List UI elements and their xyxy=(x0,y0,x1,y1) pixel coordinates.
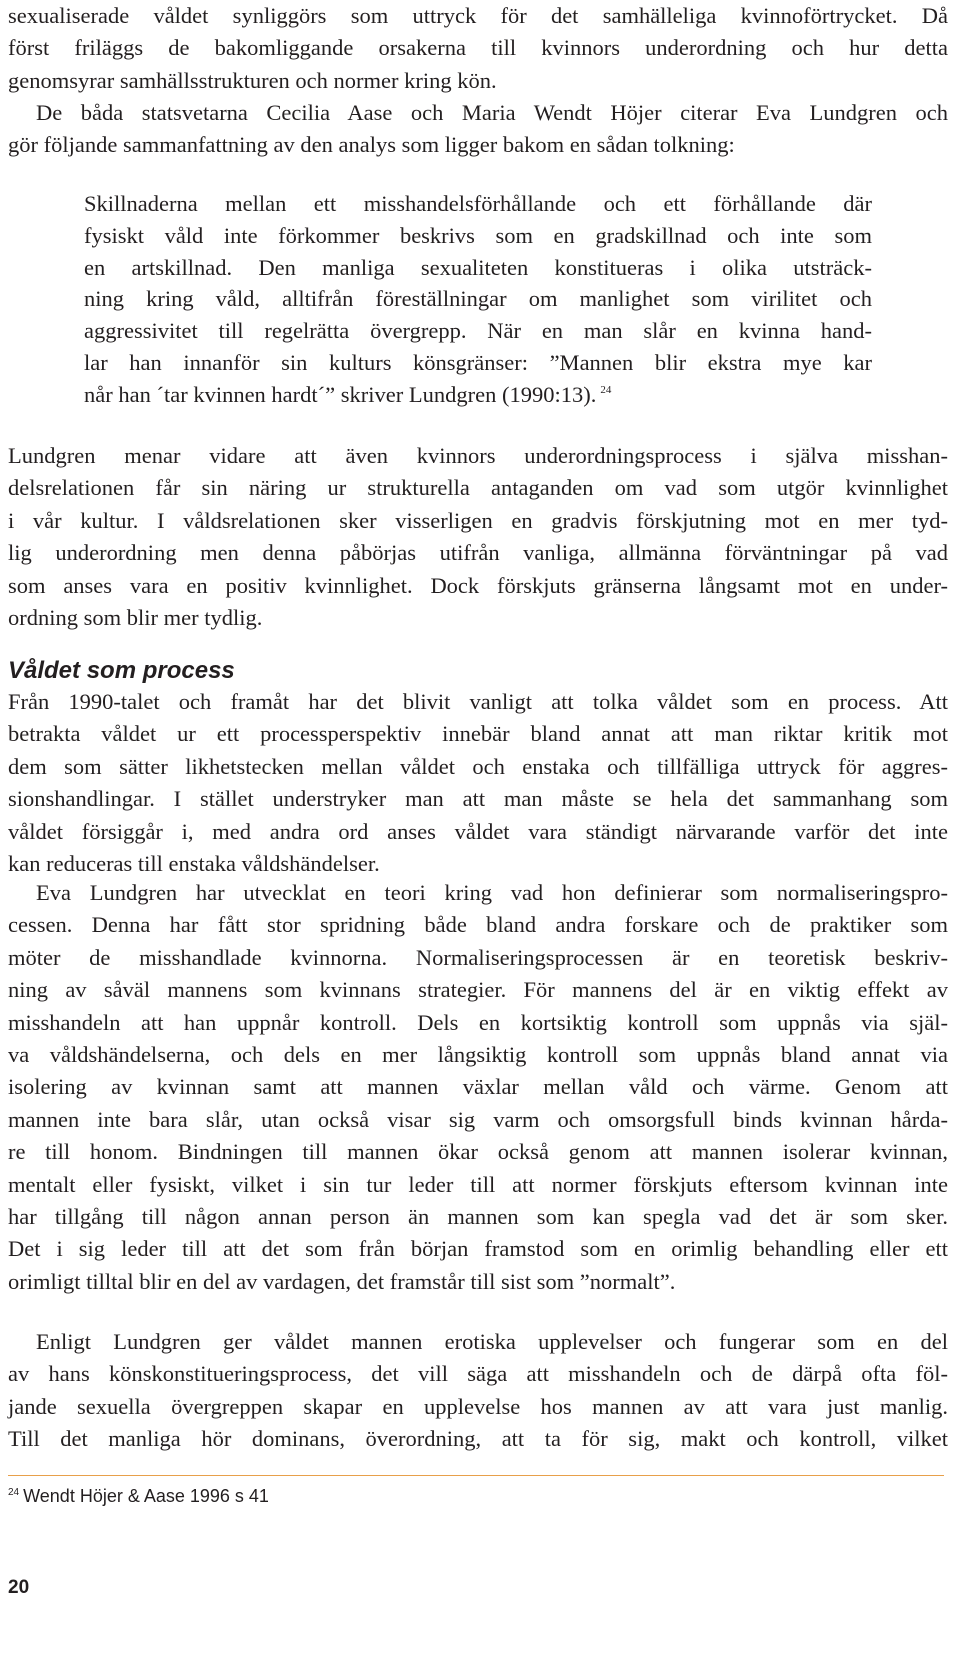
text-line: sexualiserade våldet synliggörs som uttryck för det samhälleliga kvinnoförtrycket. Då xyxy=(8,3,948,28)
footnote xyxy=(8,1484,269,1508)
quote-line: fysiskt våld inte förkommer beskrivs som en gradskillnad och inte som xyxy=(84,222,872,248)
text-line: först friläggs de bakomliggande orsakerna till kvinnors underordning och hur detta xyxy=(8,35,948,61)
paragraph-2 xyxy=(8,97,948,162)
quote-line-last xyxy=(84,379,872,411)
footnote-reference: 24 xyxy=(600,384,612,397)
text-line: lig underordning men denna påbörjas utifrån vanliga, allmänna förväntningar på vad xyxy=(8,540,948,566)
text-line: re till honom. Bindningen till mannen ökar också genom att mannen isolerar kvinnan, xyxy=(8,1139,948,1165)
text-line: mannen inte bara slår, utan också visar sig varm och omsorgsfull binds kvinnan hårda- xyxy=(8,1106,948,1132)
text-line: delsrelationen får sin näring ur strukturella antaganden om vad som utgör kvinnlighet xyxy=(8,475,948,501)
text-line: kan reduceras till enstaka våldshändelser. xyxy=(8,851,380,877)
text-line: genomsyrar samhällsstrukturen och normer kring kön. xyxy=(8,67,497,93)
text-line: isolering av kvinnan samt att mannen växlar mellan våld och värme. Genom att xyxy=(8,1074,948,1100)
section-heading: Våldet som process xyxy=(8,657,235,684)
footnote-divider xyxy=(8,1475,944,1476)
text-line: jande sexuella övergreppen skapar en upplevelse hos mannen av att vara just manlig. xyxy=(8,1393,948,1419)
text-line: våldet försiggår i, med andra ord anses våldet vara ständigt närvarande varför det inte xyxy=(8,818,948,844)
text-line: Till det manliga hör dominans, överordning, att ta för sig, makt och kontroll, vilket xyxy=(8,1426,948,1452)
text-line: sionshandlingar. I stället understryker man att man måste se hela det sammanhang som xyxy=(8,786,948,812)
paragraph-3 xyxy=(8,440,948,634)
footnote-text: Wendt Höjer & Aase 1996 s 41 xyxy=(23,1486,269,1506)
text-line: Lundgren menar vidare att även kvinnors underordningsprocess i själva misshan- xyxy=(8,443,948,468)
text-line: betrakta våldet ur ett processperspektiv innebär bland annat att man riktar kritik mot xyxy=(8,721,948,747)
text-line: cessen. Denna har fått stor spridning både bland andra forskare och de praktiker som xyxy=(8,912,948,938)
text-line: ordning som blir mer tydlig. xyxy=(8,605,263,631)
quote-line: en artskillnad. Den manliga sexualiteten konstitueras i olika utsträck- xyxy=(84,254,872,280)
text-line: i vår kultur. I våldsrelationen sker visserligen en gradvis förskjutning mot en mer tyd- xyxy=(8,507,948,533)
text-line: misshandeln att han uppnår kontroll. Dels en kortsiktig kontroll som uppnås via själ- xyxy=(8,1009,948,1035)
text-line: Enligt Lundgren ger våldet mannen erotiska upplevelser och fungerar som en del xyxy=(36,1329,948,1354)
footnote-number: 24 xyxy=(8,1487,20,1498)
text-line: har tillgång till någon annan person än mannen som kan spegla vad det är som sker. xyxy=(8,1204,948,1230)
paragraph-6 xyxy=(8,1326,948,1456)
text-line: mentalt eller fysiskt, vilket i sin tur leder till att normer förskjuts eftersom kvinnan inte xyxy=(8,1171,948,1197)
text-line: gör följande sammanfattning av den analys som ligger bakom en sådan tolkning: xyxy=(8,132,735,158)
quote-line: lar han innanför sin kulturs könsgränser: ”Mannen blir ekstra mye kar xyxy=(84,349,872,375)
text-line: De båda statsvetarna Cecilia Aase och Maria Wendt Höjer citerar Eva Lundgren och xyxy=(36,100,948,125)
text-line: som anses vara en positiv kvinnlighet. Dock förskjuts gränserna långsamt mot en under- xyxy=(8,572,948,598)
quote-line: Skillnaderna mellan ett misshandelsförhållande och ett förhållande där xyxy=(84,191,872,216)
page-number: 20 xyxy=(8,1577,30,1598)
quote-line: ning kring våld, alltifrån föreställningar om manlighet som virilitet och xyxy=(84,286,872,312)
text-line: Från 1990-talet och framåt har det blivit vanligt att tolka våldet som en process. Att xyxy=(8,689,948,714)
text-line: möter de misshandlade kvinnorna. Normaliseringsprocessen är en teoretisk beskriv- xyxy=(8,944,948,970)
text-line: av hans könskonstitueringsprocess, det vill säga att misshandeln och de därpå ofta föl- xyxy=(8,1361,948,1387)
block-quote xyxy=(84,188,872,411)
text-line: va våldshändelserna, och dels en mer långsiktig kontroll som uppnås bland annat via xyxy=(8,1042,948,1068)
quote-line: aggressivitet till regelrätta övergrepp. När en man slår en kvinna hand- xyxy=(84,318,872,344)
text-line: orimligt tilltal blir en del av vardagen, det framstår till sist som ”normalt”. xyxy=(8,1268,676,1294)
text-line: Eva Lundgren har utvecklat en teori kring vad hon definierar som normaliseringspro- xyxy=(36,880,948,905)
text-line: ning av såväl mannens som kvinnans strategier. För mannens del är en viktig effekt av xyxy=(8,977,948,1003)
paragraph-1 xyxy=(8,0,948,97)
quote-text: når han ´tar kvinnen hardt´” skriver Lundgren (1990:13). xyxy=(84,381,597,407)
paragraph-4 xyxy=(8,686,948,880)
paragraph-5 xyxy=(8,877,948,1298)
text-line: Det i sig leder till att det som från början framstod som en orimlig behandling eller ett xyxy=(8,1236,948,1262)
text-line: dem som sätter likhetstecken mellan våldet och enstaka och tillfälliga uttryck för aggres- xyxy=(8,753,948,779)
